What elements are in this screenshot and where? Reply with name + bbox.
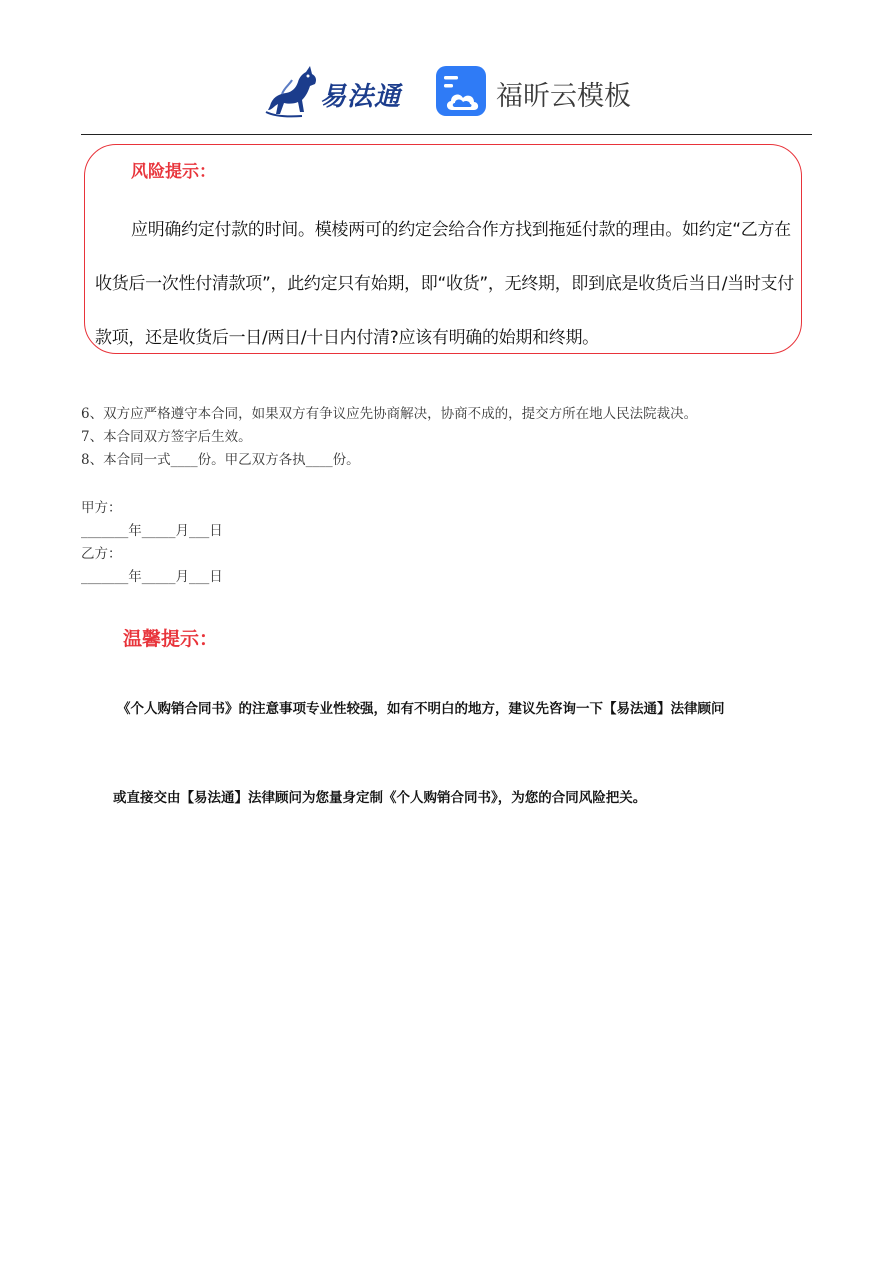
- fuxin-logo-text: 福昕云模板: [496, 81, 631, 112]
- tip-paragraph-2: 或直接交由【易法通】法律顾问为您量身定制《个人购销合同书》，为您的合同风险把关。: [113, 790, 647, 806]
- header-divider: [81, 134, 812, 135]
- party-b-label: 乙方：: [81, 546, 122, 562]
- signature-block: [81, 497, 223, 589]
- cloud-template-icon: [434, 64, 488, 118]
- yifatong-logo: [262, 62, 412, 120]
- contract-clauses: [81, 403, 821, 472]
- page-header: [0, 60, 893, 122]
- party-b-date: _______年_____月___日: [81, 569, 223, 585]
- yifatong-logo-text: 易法通: [320, 82, 402, 112]
- party-a-label: 甲方：: [81, 500, 122, 516]
- clause-6: 6、双方应严格遵守本合同，如果双方有争议应先协商解决，协商不成的，提交方所在地人民法院裁决。: [81, 406, 698, 422]
- tip-title: 温馨提示：: [123, 628, 219, 650]
- tip-paragraph-1: 《个人购销合同书》的注意事项专业性较强，如有不明白的地方，建议先咨询一下【易法通】法律顾问: [117, 701, 725, 717]
- horse-emblem-icon: [262, 62, 322, 120]
- clause-7: 7、本合同双方签字后生效。: [81, 429, 252, 445]
- clause-8: 8、本合同一式____份。甲乙双方各执____份。: [81, 452, 360, 468]
- risk-title: 风险提示：: [131, 162, 216, 182]
- risk-warning-box: [84, 144, 802, 354]
- risk-body: 应明确约定付款的时间。模棱两可的约定会给合作方找到拖延付款的理由。如约定“乙方在收货后一次性付清款项”，此约定只有始期，即“收货”，无终期，即到底是收货后当日/当时支付款项，还是收货后一日/两日/十日内付清?应该有明确的始期和终期。: [95, 220, 794, 348]
- party-a-date: _______年_____月___日: [81, 523, 223, 539]
- fuxin-logo: [434, 64, 644, 120]
